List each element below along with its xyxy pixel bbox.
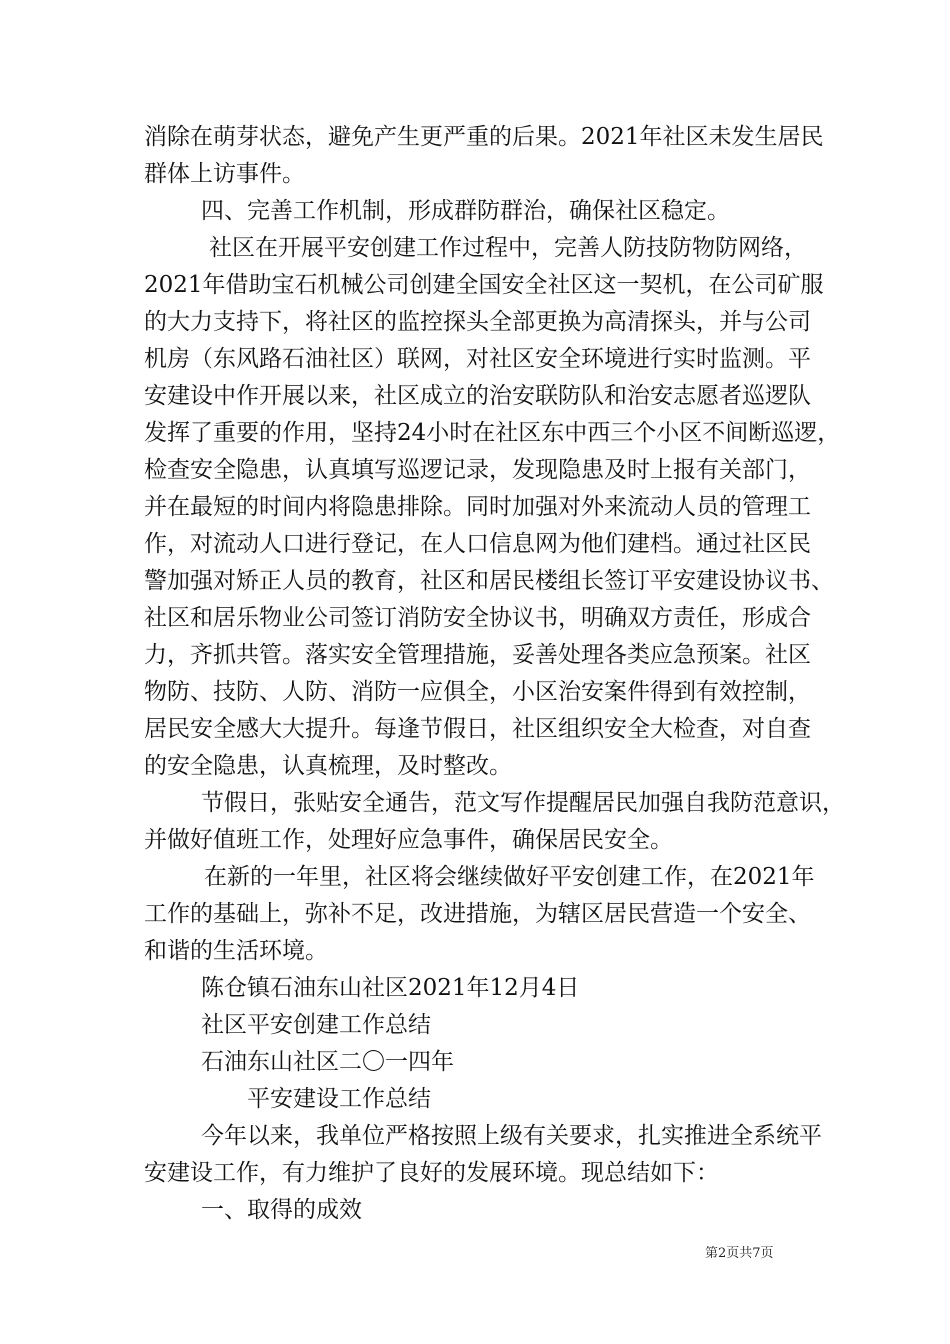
text-line: 工作的基础上，弥补不足，改进措施，为辖区居民营造一个安全、 [144, 901, 811, 927]
text-line: 和谐的生活环境。 [144, 938, 328, 964]
text-line: 的大力支持下，将社区的监控探头全部更换为高清探头，并与公司 [144, 309, 811, 335]
section-heading: 四、完善工作机制，形成群防群治，确保社区稳定。 [201, 198, 730, 224]
page-number: 第2页共7页 [705, 1246, 774, 1261]
text-line: 发挥了重要的作用，坚持24小时在社区东中西三个小区不间断巡逻， [144, 420, 841, 446]
text-line: 安建设中作开展以来，社区成立的治安联防队和治安志愿者巡逻队 [144, 383, 811, 409]
text-line: 机房（东风路石油社区）联网，对社区安全环境进行实时监测。平 [144, 346, 811, 372]
text-line: 力，齐抓共管。落实安全管理措施，妥善处理各类应急预案。社区 [144, 642, 811, 668]
text-line: 社区和居乐物业公司签订消防安全协议书，明确双方责任，形成合 [144, 605, 811, 631]
text-line: 2021年借助宝石机械公司创建全国安全社区这一契机，在公司矿服 [144, 272, 824, 298]
text-line: 居民安全感大大提升。每逢节假日，社区组织安全大检查，对自查 [144, 716, 811, 742]
text-line: 并做好值班工作，处理好应急事件，确保居民安全。 [144, 827, 673, 853]
title-line: 石油东山社区二〇一四年 [201, 1049, 454, 1075]
section-heading: 一、取得的成效 [201, 1197, 362, 1223]
text-line: 在新的一年里，社区将会继续做好平安创建工作，在2021年 [204, 864, 815, 890]
text-line: 今年以来，我单位严格按照上级有关要求，扎实推进全系统平 [201, 1123, 822, 1149]
text-line: 节假日，张贴安全通告，范文写作提醒居民加强自我防范意识， [201, 790, 845, 816]
text-line: 物防、技防、人防、消防一应俱全，小区治安案件得到有效控制， [144, 679, 811, 705]
text-line: 作，对流动人口进行登记，在人口信息网为他们建档。通过社区民 [144, 531, 811, 557]
text-line: 的安全隐患，认真梳理，及时整改。 [144, 753, 512, 779]
title-line: 平安建设工作总结 [247, 1086, 431, 1112]
text-line: 检查安全隐患，认真填写巡逻记录，发现隐患及时上报有关部门， [144, 457, 811, 483]
text-line: 消除在萌芽状态，避免产生更严重的后果。2021年社区未发生居民 [144, 124, 824, 150]
text-line: 警加强对矫正人员的教育，社区和居民楼组长签订平安建设协议书、 [144, 568, 834, 594]
signature-line: 陈仓镇石油东山社区2021年12月4日 [201, 975, 580, 1001]
title-line: 社区平安创建工作总结 [201, 1012, 431, 1038]
text-line: 并在最短的时间内将隐患排除。同时加强对外来流动人员的管理工 [144, 494, 811, 520]
text-line: 社区在开展平安创建工作过程中，完善人防技防物防网络， [209, 235, 807, 261]
text-line: 群体上访事件。 [144, 161, 305, 187]
text-line: 安建设工作，有力维护了良好的发展环境。现总结如下： [144, 1160, 719, 1186]
